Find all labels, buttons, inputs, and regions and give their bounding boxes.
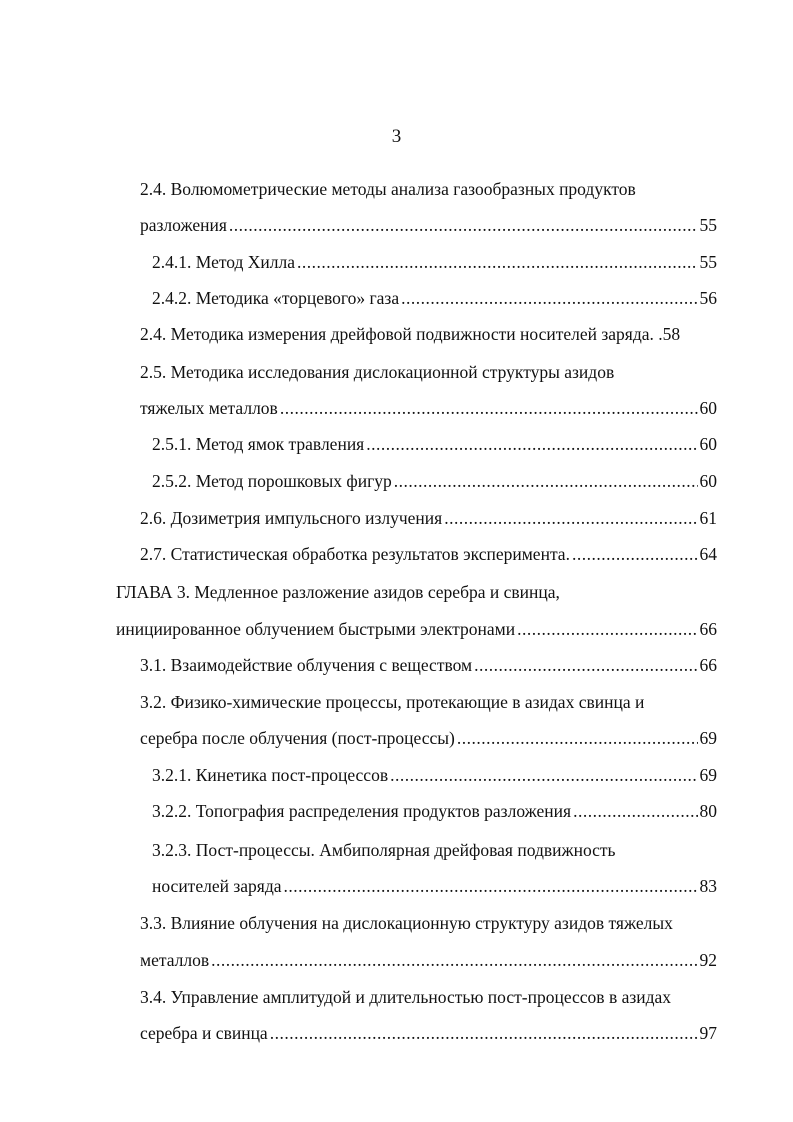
toc-entry-title: 2.6. Дозиметрия импульсного излучения [140,508,443,528]
toc-entry-page: 60 [699,471,717,491]
toc-entry-3-3[interactable] [140,949,717,971]
leader-dots [457,727,698,749]
toc-entry-title: серебра и свинца [140,1023,268,1043]
toc-entry-title: 3.1. Взаимодействие облучения с веществом [140,655,473,675]
toc-entry-page: 60 [699,434,717,454]
toc-entry-page: 55 [699,215,717,235]
toc-entry-3-2-3-heading: 3.2.3. Пост-процессы. Амбиполярная дрейфовая подвижность [152,840,616,860]
leader-dots [270,1022,698,1044]
leader-dots [284,875,698,897]
leader-dots [229,214,698,236]
toc-entry-title: 2.5.2. Метод порошковых фигур [152,471,392,491]
toc-entry-page: 55 [699,252,717,272]
toc-entry-2-4-1[interactable] [152,251,717,273]
toc-entry-2-4[interactable] [140,214,717,236]
toc-entry-page: 66 [699,619,717,639]
toc-entry-3-2-3[interactable] [152,875,717,897]
toc-entry-page: 69 [699,728,717,748]
toc-entry-page: 69 [699,765,717,785]
toc-entry-page: 64 [699,544,717,564]
toc-entry-title: 2.7. Статистическая обработка результатов эксперимента. [140,544,570,564]
toc-entry-title: 2.4.2. Методика «торцевого» газа [152,288,400,308]
toc-entry-2-7[interactable] [140,543,717,565]
toc-entry-2-5[interactable] [140,397,717,419]
toc-entry-title: 3.2.2. Топография распределения продуктов разложения [152,801,572,821]
toc-entry-2-5-heading: 2.5. Методика исследования дислокационной структуры азидов [140,362,615,382]
toc-entry-2-4-heading: 2.4. Волюмометрические методы анализа газообразных продуктов [140,179,636,199]
leader-dots [572,543,698,565]
toc-entry-page: 83 [699,876,717,896]
toc-entry-3-2[interactable] [140,727,717,749]
leader-dots [573,800,697,822]
toc-entry-title: 3.2.1. Кинетика пост-процессов [152,765,389,785]
toc-entry-title: носителей заряда [152,876,282,896]
toc-entry-3-4-heading: 3.4. Управление амплитудой и длительностью пост-процессов в азидах [140,987,672,1007]
leader-dots [297,251,697,273]
toc-entry-title: серебра после облучения (пост-процессы) [140,728,455,748]
leader-dots [444,507,697,529]
toc-entry-page: 66 [699,655,717,675]
toc-entry-page: 61 [699,508,717,528]
leader-dots [390,764,697,786]
toc-entry-title: металлов [140,950,210,970]
toc-entry-3-2-2[interactable] [152,800,717,822]
leader-dots [394,470,698,492]
toc-entry-3-2-heading: 3.2. Физико-химические процессы, протекающие в азидах свинца и [140,692,645,712]
toc-chapter-3[interactable] [116,618,717,640]
toc-entry-2-4-drift[interactable] [140,323,717,345]
leader-dots [474,654,697,676]
toc-entry-page: 92 [699,950,717,970]
toc-chapter-3-heading: ГЛАВА 3. Медленное разложение азидов серебра и свинца, [116,582,560,602]
toc-entry-title: инициированное облучением быстрыми электронами [116,619,516,639]
toc-entry-2-4-2[interactable] [152,287,717,309]
toc-entry-3-3-heading: 3.3. Влияние облучения на дислокационную структуру азидов тяжелых [140,913,673,933]
leader-dots [211,949,697,971]
toc-entry-title: тяжелых металлов [140,398,278,418]
toc-entry-2-6[interactable] [140,507,717,529]
toc-entry-3-2-1[interactable] [152,764,717,786]
toc-entry-title: 2.5.1. Метод ямок травления [152,434,365,454]
toc-entry-3-1[interactable] [140,654,717,676]
toc-entry-page: 58 [662,324,681,344]
leader-dots [280,397,698,419]
toc-entry-page: 56 [699,288,717,308]
toc-entry-page: 97 [699,1023,717,1043]
leader-dots [366,433,697,455]
page-number: 3 [391,126,402,147]
leader-dots [517,618,697,640]
toc-entry-title: разложения [140,215,227,235]
toc-entry-2-5-2[interactable] [152,470,717,492]
toc-entry-3-4[interactable] [140,1022,717,1044]
toc-entry-2-5-1[interactable] [152,433,717,455]
toc-entry-title: 2.4. Методика измерения дрейфовой подвижности носителей заряда. . [140,324,663,344]
toc-entry-page: 60 [699,398,717,418]
toc-entry-page: 80 [699,801,717,821]
toc-entry-title: 2.4.1. Метод Хилла [152,252,296,272]
leader-dots [401,287,697,309]
